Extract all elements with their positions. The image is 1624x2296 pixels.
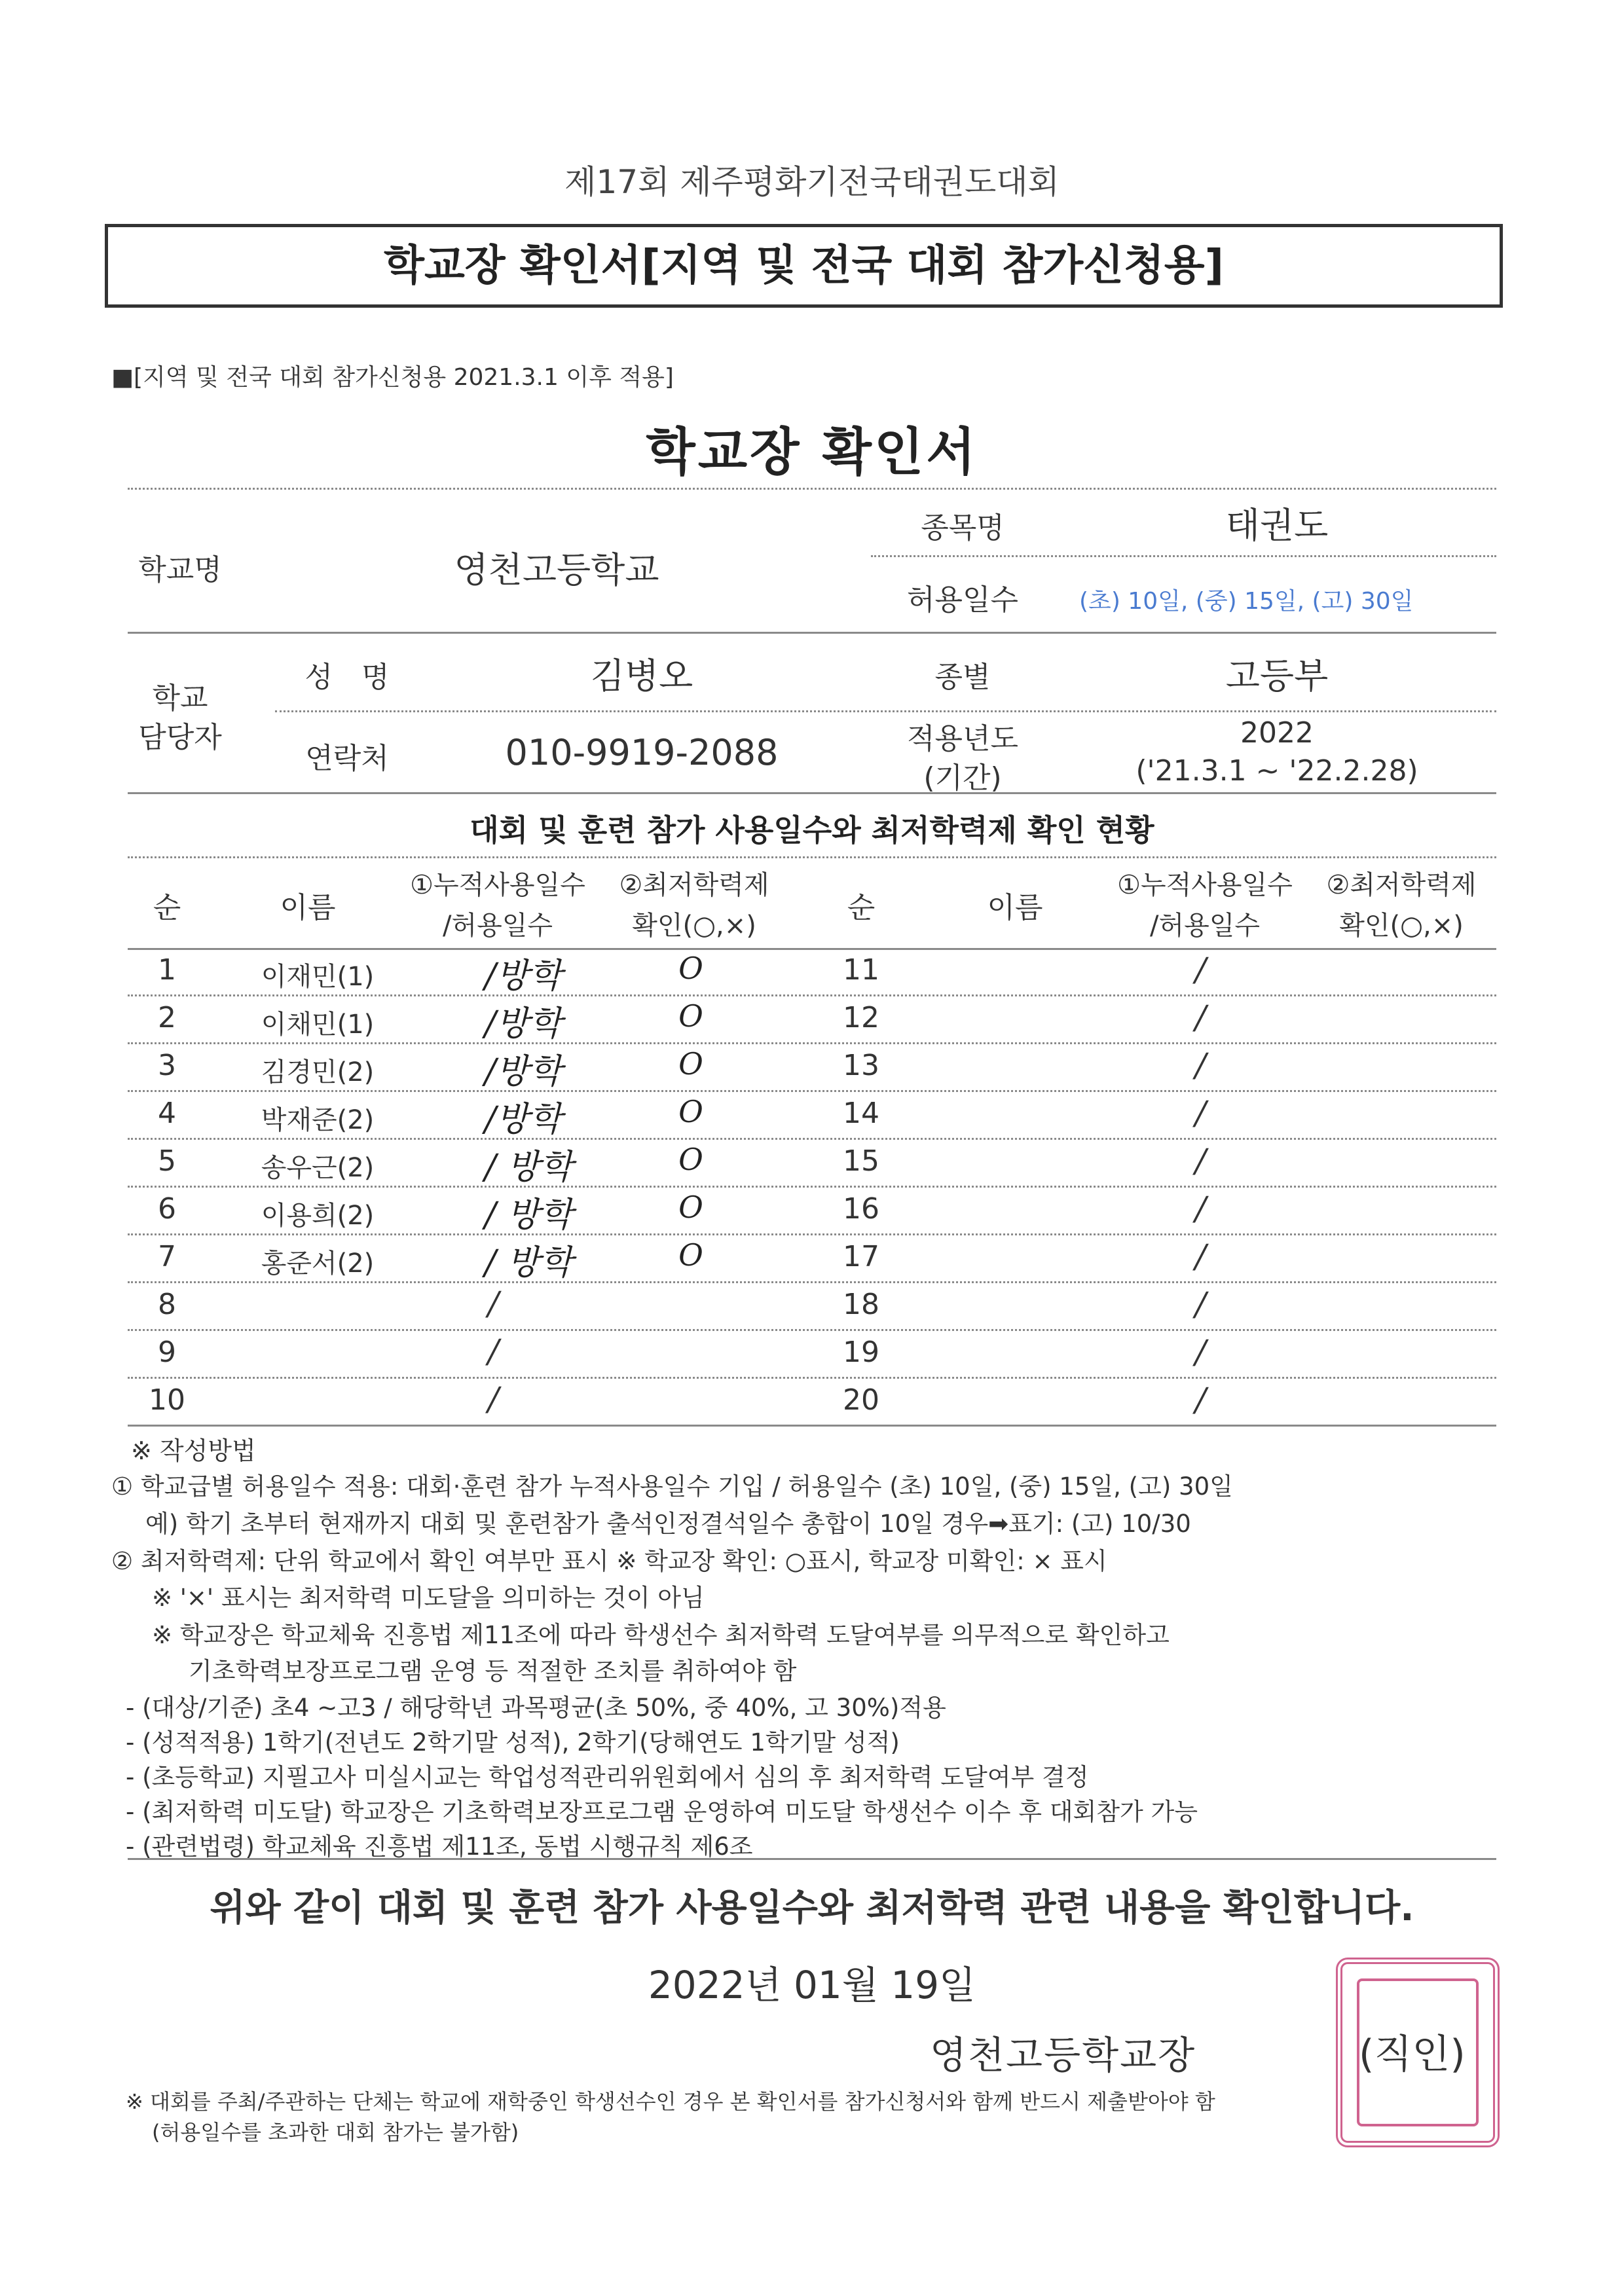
row-no: 8: [158, 1288, 176, 1321]
sport-label: 종목명: [921, 511, 1005, 545]
row-days: /: [1195, 1381, 1206, 1419]
row-no: 7: [158, 1240, 176, 1273]
rule: [128, 1138, 1496, 1140]
division-label: 종별: [934, 661, 991, 694]
row-no: 19: [843, 1336, 879, 1369]
row-days: /: [1195, 1094, 1206, 1132]
row-min: O: [678, 951, 703, 986]
year-label-1: 적용년도: [906, 722, 1018, 756]
school-value: 영천고등학교: [454, 549, 659, 591]
year-value-1: 2022: [1240, 716, 1314, 750]
row-min: O: [678, 1094, 703, 1129]
rule: [275, 710, 1496, 712]
rule: [128, 1329, 1496, 1331]
allowed-label: 허용일수: [906, 583, 1018, 617]
row-no: 2: [158, 1001, 176, 1034]
rule: [128, 1425, 1496, 1427]
row-days: /: [1195, 1285, 1206, 1323]
row-min: O: [678, 1237, 703, 1273]
division-value: 고등부: [1225, 655, 1329, 697]
header-name: 이름: [987, 891, 1043, 924]
row-name: 이용희(2): [261, 1201, 375, 1231]
status-title: 대회 및 훈련 참가 사용일수와 최저학력제 확인 현황: [470, 812, 1154, 848]
row-days: /: [1195, 1142, 1206, 1180]
method-line: - (성적적용) 1학기(전년도 2학기말 성적), 2학기(당해연도 1학기말 성적): [126, 1728, 900, 1757]
method-line: ② 최저학력제: 단위 학교에서 확인 여부만 표시 ※ 학교장 확인: ○표시, 학교장 미확인: × 표시: [111, 1547, 1107, 1575]
contact-label: 연락처: [305, 742, 389, 775]
row-no: 13: [843, 1049, 879, 1082]
row-days: / 방학: [485, 1195, 573, 1235]
rule: [128, 488, 1496, 490]
row-min: O: [678, 998, 703, 1034]
row-no: 14: [843, 1097, 879, 1130]
row-no: 1: [158, 953, 176, 987]
rule: [128, 1090, 1496, 1092]
row-no: 12: [843, 1001, 879, 1034]
row-days: /: [488, 1380, 499, 1418]
footer-line-2: (허용일수를 초과한 대회 참가는 불가함): [152, 2120, 519, 2145]
title-box: [105, 224, 1503, 308]
method-line: 예) 학기 초부터 현재까지 대회 및 훈련참가 출석인정결석일수 총합이 10일 경우➡표기: (고) 10/30: [145, 1510, 1191, 1538]
contact-value: 010-9919-2088: [505, 732, 779, 773]
header-min-1: ②최저학력제: [1326, 870, 1477, 900]
box-title: 학교장 확인서[지역 및 전국 대회 참가신청용]: [384, 242, 1224, 290]
header-min-1: ②최저학력제: [619, 870, 769, 900]
rule: [128, 1377, 1496, 1379]
row-no: 11: [843, 953, 879, 987]
year-value-2: ('21.3.1 ~ '22.2.28): [1135, 754, 1418, 788]
row-days: /: [1195, 1237, 1206, 1275]
footer-line-1: ※ 대회를 주최/주관하는 단체는 학교에 재학중인 학생선수인 경우 본 확인서를 참가신청서와 함께 반드시 제출받아야 함: [126, 2089, 1215, 2114]
row-days: / 방학: [485, 1243, 573, 1283]
row-days: /: [1195, 951, 1206, 989]
year-label-2: (기간): [923, 761, 1002, 795]
row-no: 20: [843, 1383, 879, 1417]
header-days-2: /허용일수: [442, 911, 553, 941]
rule: [128, 994, 1496, 996]
method-line: - (관련법령) 학교체육 진흥법 제11조, 동법 시행규칙 제6조: [126, 1832, 753, 1861]
rule: [128, 1281, 1496, 1283]
row-no: 10: [149, 1383, 185, 1417]
row-days: /방학: [485, 1100, 562, 1139]
rule: [128, 1858, 1496, 1860]
manager-label-1: 학교: [152, 682, 208, 715]
name-label: 성 명: [304, 661, 390, 694]
row-days: /방학: [485, 957, 562, 996]
row-no: 4: [158, 1097, 176, 1130]
principal-text: 영천고등학교장: [930, 2033, 1196, 2077]
method-line: ① 학교급별 허용일수 적용: 대회·훈련 참가 누적사용일수 기입 / 허용일수 (초) 10일, (중) 15일, (고) 30일: [111, 1472, 1233, 1501]
method-line: - (대상/기준) 초4 ~고3 / 해당학년 과목평균(초 50%, 중 40%, 고 30%)적용: [126, 1694, 946, 1722]
header-days-1: ①누적사용일수: [410, 870, 585, 900]
manager-label-2: 담당자: [138, 721, 222, 754]
name-value: 김병오: [590, 655, 693, 697]
row-name: 홍준서(2): [261, 1248, 375, 1279]
row-no: 5: [158, 1144, 176, 1178]
row-name: 송우근(2): [261, 1153, 375, 1183]
allowed-value: (초) 10일, (중) 15일, (고) 30일: [1079, 588, 1414, 615]
row-days: /: [1195, 998, 1206, 1036]
rule: [128, 948, 1496, 950]
row-no: 16: [843, 1192, 879, 1226]
row-no: 18: [843, 1288, 879, 1321]
row-name: 이재민(1): [261, 962, 375, 992]
row-days: / 방학: [485, 1148, 573, 1187]
header-min-2: 확인(○,×): [632, 911, 756, 941]
sport-value: 태권도: [1225, 505, 1329, 546]
header-min-2: 확인(○,×): [1339, 911, 1464, 941]
form-note: ■[지역 및 전국 대회 참가신청용 2021.3.1 이후 적용]: [111, 364, 674, 391]
rule: [128, 856, 1496, 858]
row-no: 15: [843, 1144, 879, 1178]
method-line: - (초등학교) 지필고사 미실시교는 학업성적관리위원회에서 심의 후 최저학력 도달여부 결정: [126, 1763, 1089, 1791]
method-line: ※ 학교장은 학교체육 진흥법 제11조에 따라 학생선수 최저학력 도달여부를 의무적으로 확인하고: [152, 1621, 1170, 1649]
row-days: /: [1195, 1046, 1206, 1084]
row-days: /: [1195, 1190, 1206, 1228]
row-days: /방학: [485, 1052, 562, 1091]
header-days-2: /허용일수: [1149, 911, 1261, 941]
method-line: 기초학력보장프로그램 운영 등 적절한 조치를 취하여야 함: [189, 1657, 797, 1685]
header-no: 순: [153, 891, 181, 924]
row-no: 3: [158, 1049, 176, 1082]
row-days: /: [488, 1285, 499, 1322]
row-name: 이채민(1): [261, 1010, 375, 1040]
header-name: 이름: [280, 891, 336, 924]
method-line: - (최저학력 미도달) 학교장은 기초학력보장프로그램 운영하여 미도달 학생선수 이수 후 대회참가 가능: [126, 1798, 1198, 1826]
row-min: O: [678, 1046, 703, 1082]
row-days: /: [1195, 1333, 1206, 1371]
event-title: 제17회 제주평화기전국태권도대회: [564, 163, 1060, 201]
rule: [871, 555, 1496, 557]
rule: [128, 1042, 1496, 1044]
row-no: 6: [158, 1192, 176, 1226]
seal-text: (직인): [1359, 2032, 1466, 2077]
header-no: 순: [847, 891, 876, 924]
method-title: ※ 작성방법: [131, 1436, 256, 1465]
row-no: 17: [843, 1240, 879, 1273]
row-days: /: [488, 1332, 499, 1370]
school-label: 학교명: [138, 553, 222, 587]
row-days: /방학: [485, 1004, 562, 1044]
rule: [128, 632, 1496, 634]
row-min: O: [678, 1190, 703, 1225]
confirm-text: 위와 같이 대회 및 훈련 참가 사용일수와 최저학력 관련 내용을 확인합니다.: [210, 1887, 1414, 1929]
row-name: 박재준(2): [261, 1105, 375, 1135]
date-text: 2022년 01월 19일: [648, 1963, 976, 2007]
rule: [128, 1186, 1496, 1188]
form-title: 학교장 확인서: [646, 423, 978, 482]
rule: [128, 1233, 1496, 1235]
row-name: 김경민(2): [261, 1057, 375, 1087]
rule: [128, 792, 1496, 794]
row-no: 9: [158, 1336, 176, 1369]
row-min: O: [678, 1142, 703, 1177]
header-days-1: ①누적사용일수: [1117, 870, 1293, 900]
method-line: ※ '×' 표시는 최저학력 미도달을 의미하는 것이 아님: [152, 1584, 705, 1612]
